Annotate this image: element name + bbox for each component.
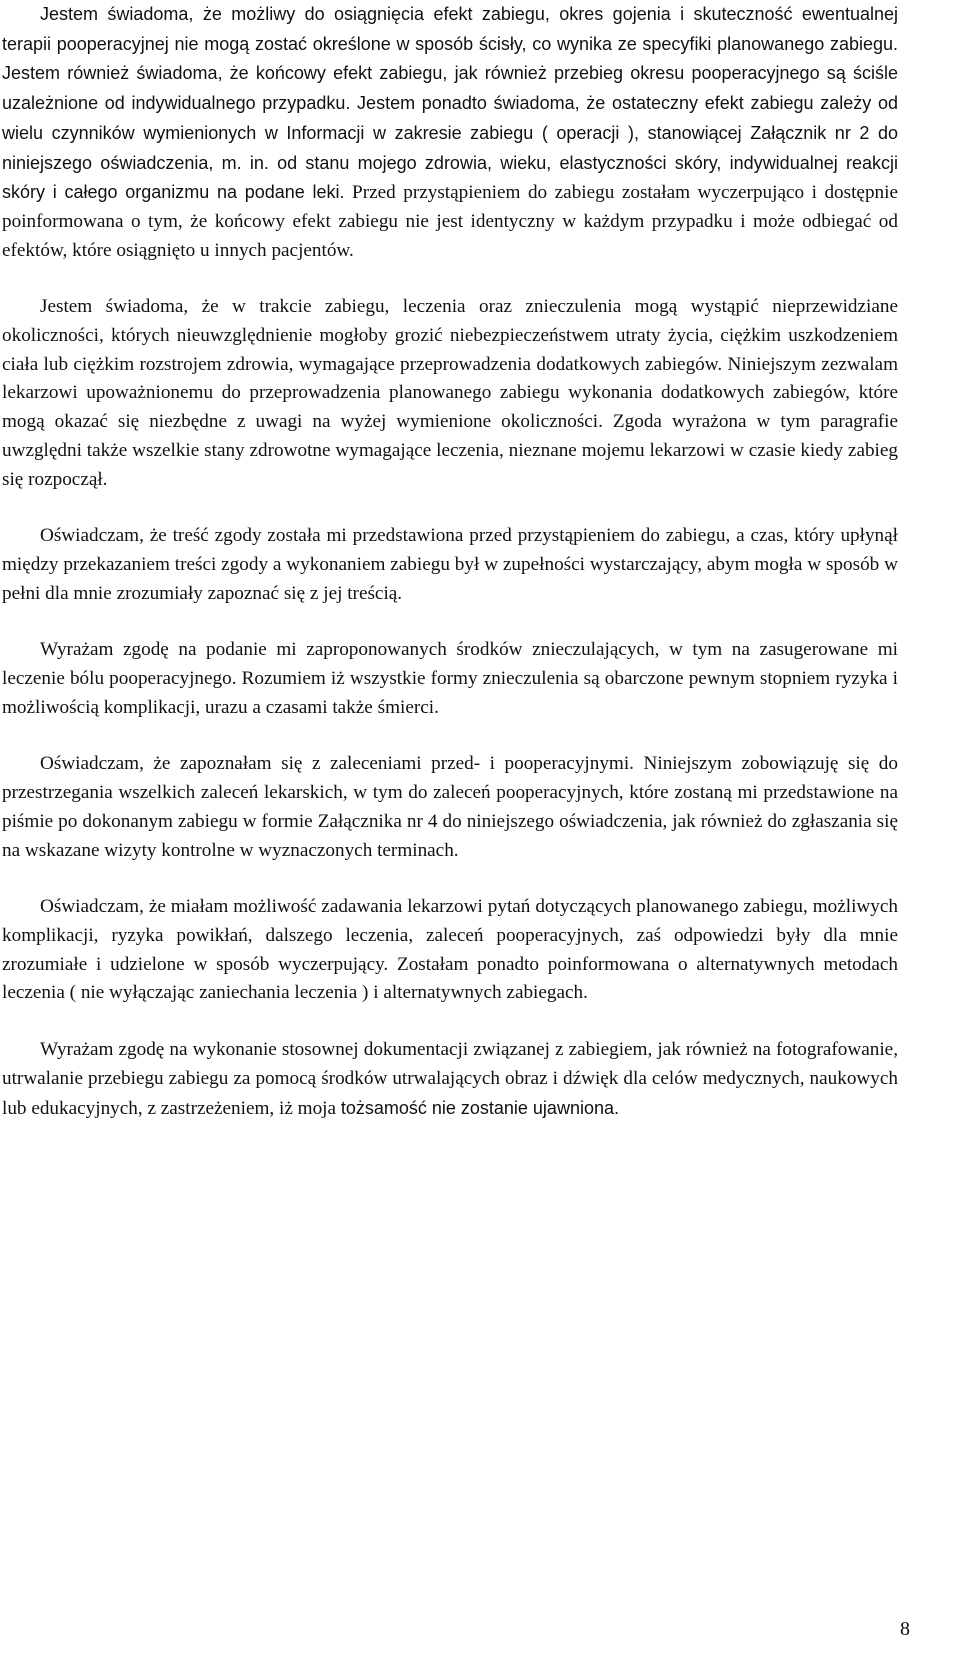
- paragraph-documentation-serif-text: Wyrażam zgodę na wykonanie stosownej dokumentacji związanej z zabiegiem, jak również na fotografowanie, utrwalanie przebiegu zabiegu za pomocą środków utrwalających obraz i dźwięk dla celów medycznych, naukowych lub edukacyjnych, z zastrzeżeniem, iż moja: [2, 1039, 898, 1119]
- paragraph-consent-presented: Oświadczam, że treść zgody została mi przedstawiona przed przystąpieniem do zabiegu, a czas, który upłynął między przekazaniem treści zgody a wykonaniem zabiegu był w zupełności wystarczający, abym mogła w sposób w pełni dla mnie zrozumiały zapoznać się z jej treścią.: [2, 525, 898, 604]
- paragraph-anesthesia-consent: Wyrażam zgodę na podanie mi zaproponowanych środków znieczulających, w tym na zasugerowane mi leczenie bólu pooperacyjnego. Rozumiem iż wszystkie formy znieczulenia są obarczone pewnym stopniem ryzyka i możliwością komplikacji, urazu a czasami także śmierci.: [2, 639, 898, 718]
- paragraph-expected-outcome-sans-text: Jestem świadoma, że możliwy do osiągnięcia efekt zabiegu, okres gojenia i skuteczność ewentualnej terapii pooperacyjnej nie mogą zostać określone w sposób ścisły, co wynika ze specyfiki planowanego zabiegu. Jestem również świadoma, że końcowy efekt zabiegu, jak również przebieg okresu pooperacyjnego są ściśle uzależnione od indywidualnego przypadku. Jestem ponadto świadoma, że ostateczny efekt zabiegu zależy od wielu czynników wymienionych w Informacji w zakresie zabiegu ( operacji ), stanowiącej Załącznik nr 2 do niniejszego oświadczenia, m. in. od stanu mojego zdrowia, wieku, elastyczności skóry, indywidualnej reakcji skóry i całego organizmu na podane leki.: [2, 4, 898, 203]
- document-page: [2, 0, 898, 1123]
- paragraph-questions-answered: Oświadczam, że miałam możliwość zadawania lekarzowi pytań dotyczących planowanego zabiegu, możliwych komplikacji, ryzyka powikłań, dalszego leczenia, zaleceń pooperacyjnych, zaś odpowiedzi były dla mnie zrozumiałe i udzielone w sposób wyczerpujący. Zostałam ponadto poinformowana o alternatywnych metodach leczenia ( nie wyłączając zaniechania leczenia ) i alternatywnych zabiegach.: [2, 896, 898, 1004]
- paragraph-unforeseen-circumstances: Jestem świadoma, że w trakcie zabiegu, leczenia oraz znieczulenia mogą wystąpić nieprzewidziane okoliczności, których nieuwzględnienie mogłoby grozić niebezpieczeństwem utraty życia, ciężkim uszkodzeniem ciała lub ciężkim rozstrojem zdrowia, wymagające przeprowadzenia dodatkowych zabiegów. Niniejszym zezwalam lekarzowi upoważnionemu do przeprowadzenia planowanego zabiegu wykonania dodatkowych zabiegów, które mogą okazać się niezbędne z uwagi na wyżej wymienione okoliczności. Zgoda wyrażona w tym paragrafie uwzględni także wszelkie stany zdrowotne wymagające leczenia, nieznane mojemu lekarzowi w czasie kiedy zabieg się rozpoczął.: [2, 296, 898, 490]
- paragraph-documentation-sans-text: tożsamość nie zostanie ujawniona.: [340, 1097, 619, 1118]
- paragraph-recommendations: Oświadczam, że zapoznałam się z zaleceniami przed- i pooperacyjnymi. Niniejszym zobowiązuję się do przestrzegania wszelkich zaleceń lekarskich, w tym do zaleceń pooperacyjnych, które zostaną mi przedstawione na piśmie po dokonanym zabiegu w formie Załącznika nr 4 do niniejszego oświadczenia, jak również do zgłaszania się na wskazane wizyty kontrolne w wyznaczonych terminach.: [2, 753, 898, 861]
- paragraph-expected-outcome: [2, 0, 898, 265]
- paragraph-documentation-consent: [2, 1036, 898, 1123]
- paragraph-expected-outcome-serif-text: Przed przystąpieniem do zabiegu zostałam wyczerpująco i dostępnie poinformowana o tym, że końcowy efekt zabiegu nie jest identyczny w każdym przypadku i może odbiegać od efektów, które osiągnięto u innych pacjentów.: [2, 182, 898, 261]
- page-number: 8: [900, 1618, 910, 1640]
